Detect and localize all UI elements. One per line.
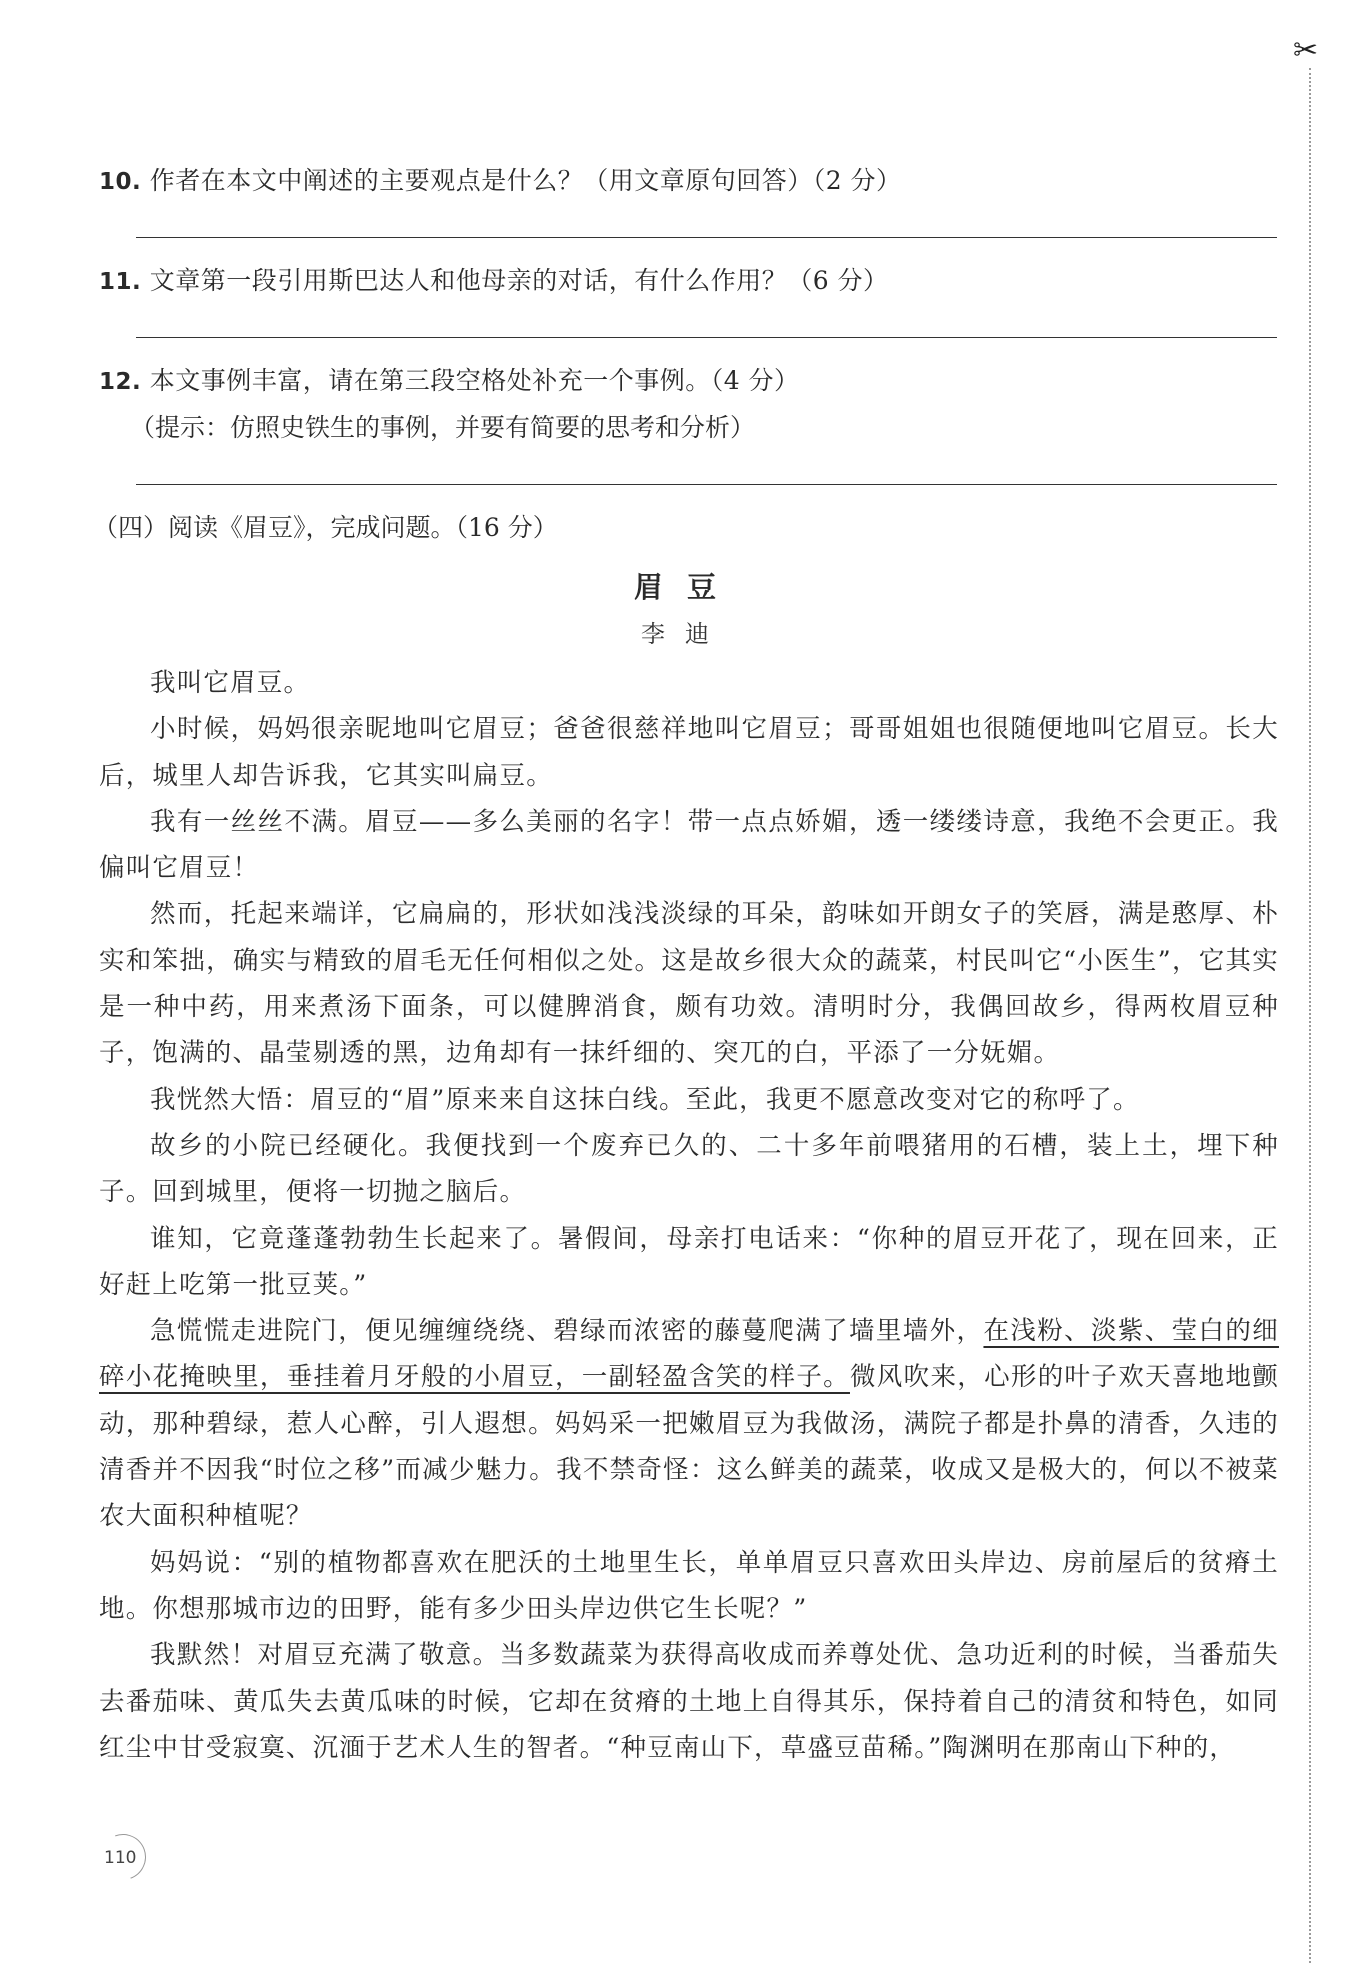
- question-number: 12.: [99, 369, 142, 395]
- paragraph: 然而，托起来端详，它扁扁的，形状如浅浅淡绿的耳朵，韵味如开朗女子的笑唇，满是憨厚、朴实和笨拙，确实与精致的眉毛无任何相似之处。这是故乡很大众的蔬菜，村民叫它“小医生”，它其实是一种中药，用来煮汤下面条，可以健脾消食，颇有功效。清明时分，我偶回故乡，得两枚眉豆种子，饱满的、晶莹剔透的黑，边角却有一抹纤细的、突兀的白，平添了一分妩媚。: [99, 899, 1279, 1069]
- question-text: 本文事例丰富，请在第三段空格处补充一个事例。（4 分）: [149, 366, 800, 395]
- paragraph: 小时候，妈妈很亲昵地叫它眉豆；爸爸很慈祥地叫它眉豆；哥哥姐姐也很随便地叫它眉豆。长大后，城里人却告诉我，它其实叫扁豆。: [99, 714, 1279, 791]
- question-11: [99, 268, 889, 294]
- paragraph: 我恍然大悟：眉豆的“眉”原来来自这抹白线。至此，我更不愿意改变对它的称呼了。: [150, 1084, 1140, 1115]
- question-number: 10.: [99, 169, 142, 195]
- page-number: [100, 1834, 146, 1880]
- paragraph-underlined: [99, 1308, 1279, 1539]
- paragraph: 我默然！对眉豆充满了敬意。当多数蔬菜为获得高收成而养尊处优、急功近利的时候，当番茄失去番茄味、黄瓜失去黄瓜味的时候，它却在贫瘠的土地上自得其乐，保持着自己的清贫和特色，如同红尘中甘受寂寞、沉湎于艺术人生的智者。“种豆南山下，草盛豆苗稀。”陶渊明在那南山下种的，: [99, 1640, 1279, 1763]
- paragraph-text: 微风吹来，心形的叶子欢天喜地地颤动，那种碧绿，惹人心醉，引人遐想。妈妈采一把嫩眉豆为我做汤，满院子都是扑鼻的清香，久违的清香并不因我“时位之移”而减少魅力。我不禁奇怪：这么鲜美的蔬菜，收成又是极大的，何以不被菜农大面积种植呢？: [99, 1362, 1279, 1532]
- paragraph: 故乡的小院已经硬化。我便找到一个废弃已久的、二十多年前喂猪用的石槽，装上土，埋下种子。回到城里，便将一切抛之脑后。: [99, 1130, 1279, 1208]
- underlined-sentence: 在浅粉、淡紫、莹白的细碎小花掩映里，垂挂着月牙般的小眉豆，一副轻盈含笑的样子。: [99, 1316, 1280, 1393]
- answer-line[interactable]: [136, 237, 1277, 238]
- paragraph: 妈妈说：“别的植物都喜欢在肥沃的土地里生长，单单眉豆只喜欢田头岸边、房前屋后的贫瘠土地。你想那城市边的田野，能有多少田头岸边供它生长呢？”: [99, 1547, 1279, 1624]
- article-author: 李迪: [641, 620, 729, 648]
- answer-line[interactable]: [136, 337, 1277, 338]
- paragraph: 我有一丝丝不满。眉豆——多么美丽的名字！带一点点娇媚，透一缕缕诗意，我绝不会更正。我偏叫它眉豆！: [99, 806, 1279, 884]
- question-10: [99, 168, 902, 194]
- question-12: [99, 368, 800, 394]
- paragraph-text: 急慌慌走进院门，便见缠缠绕绕、碧绿而浓密的藤蔓爬满了墙里墙外，: [150, 1316, 984, 1347]
- cut-line: [1309, 68, 1311, 1963]
- question-text: 文章第一段引用斯巴达人和他母亲的对话，有什么作用？（6 分）: [149, 266, 889, 295]
- question-hint: （提示：仿照史铁生的事例，并要有简要的思考和分析）: [130, 413, 756, 442]
- question-text: 作者在本文中阐述的主要观点是什么？（用文章原句回答）（2 分）: [149, 166, 902, 195]
- page-number-text: 110: [104, 1848, 137, 1868]
- question-number: 11.: [99, 269, 142, 295]
- article-body: [99, 660, 1279, 1771]
- scissors-icon: ✂: [1293, 33, 1319, 68]
- section-heading: （四）阅读《眉豆》，完成问题。（16 分）: [93, 513, 558, 542]
- paragraph: 谁知，它竟蓬蓬勃勃生长起来了。暑假间，母亲打电话来：“你种的眉豆开花了，现在回来，正好赶上吃第一批豆荚。”: [99, 1223, 1279, 1300]
- answer-line[interactable]: [136, 484, 1277, 485]
- paragraph: 我叫它眉豆。: [150, 668, 311, 698]
- article-title: 眉豆: [633, 570, 740, 604]
